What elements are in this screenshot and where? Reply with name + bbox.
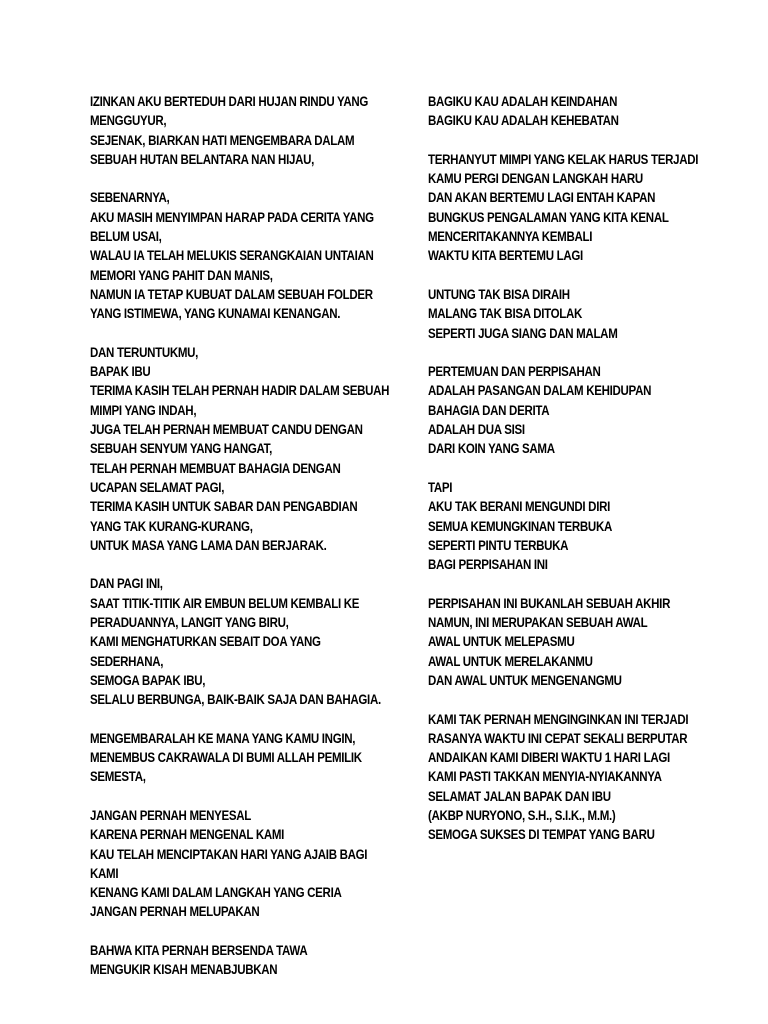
poem-line: TERIMA KASIH TELAH PERNAH HADIR DALAM SEBUAH <box>90 383 390 399</box>
poem-stanza <box>90 729 421 787</box>
poem-stanza <box>90 941 421 980</box>
poem-line: DAN AKAN BERTEMU LAGI ENTAH KAPAN <box>428 190 656 206</box>
poem-line: NAMUN IA TETAP KUBUAT DALAM SEBUAH FOLDER <box>90 286 373 302</box>
poem-line: AKU TAK BERANI MENGUNDI DIRI <box>428 499 611 515</box>
poem-line: BAGIKU KAU ADALAH KEHEBATAN <box>428 113 619 129</box>
poem-line: TERHANYUT MIMPI YANG KELAK HARUS TERJADI <box>428 151 699 167</box>
poem-line: BAHWA KITA PERNAH BERSENDA TAWA <box>90 943 308 959</box>
poem-stanza <box>428 362 725 458</box>
poem-line: MENGUKIR KISAH MENABJUBKAN <box>90 962 278 978</box>
poem-line: RASANYA WAKTU INI CEPAT SEKALI BERPUTAR <box>428 730 688 746</box>
poem-line: TELAH PERNAH MEMBUAT BAHAGIA DENGAN <box>90 460 341 476</box>
poem-line: KENANG KAMI DALAM LANGKAH YANG CERIA <box>90 885 342 901</box>
poem-left-column <box>90 92 421 999</box>
poem-line: DAN PAGI INI, <box>90 576 163 592</box>
poem-line: SEPERTI PINTU TERBUKA <box>428 537 569 553</box>
poem-line: SEMOGA BAPAK IBU, <box>90 672 206 688</box>
poem-line: KAU TELAH MENCIPTAKAN HARI YANG AJAIB BAGI <box>90 846 368 862</box>
poem-line: BUNGKUS PENGALAMAN YANG KITA KENAL <box>428 209 669 225</box>
poem-right-column <box>428 92 725 864</box>
poem-line: JANGAN PERNAH MELUPAKAN <box>90 904 260 920</box>
poem-line: MENGEMBARALAH KE MANA YANG KAMU INGIN, <box>90 730 356 746</box>
poem-line: KAMI <box>90 865 119 881</box>
poem-line: BAGI PERPISAHAN INI <box>428 557 548 573</box>
poem-stanza <box>90 92 421 169</box>
poem-line: ADALAH PASANGAN DALAM KEHIDUPAN <box>428 383 652 399</box>
poem-line: DARI KOIN YANG SAMA <box>428 441 555 457</box>
poem-stanza <box>428 92 725 131</box>
poem-line: AKU MASIH MENYIMPAN HARAP PADA CERITA YANG <box>90 209 374 225</box>
poem-line: SEBUAH HUTAN BELANTARA NAN HIJAU, <box>90 151 315 167</box>
poem-line: WAKTU KITA BERTEMU LAGI <box>428 248 583 264</box>
poem-line: BELUM USAI, <box>90 229 162 245</box>
poem-line: MIMPI YANG INDAH, <box>90 402 197 418</box>
poem-line: MALANG TAK BISA DITOLAK <box>428 306 583 322</box>
poem-line: PERPISAHAN INI BUKANLAH SEBUAH AKHIR <box>428 595 671 611</box>
poem-line: KAMU PERGI DENGAN LANGKAH HARU <box>428 171 643 187</box>
poem-line: SEMUA KEMUNGKINAN TERBUKA <box>428 518 612 534</box>
poem-line: YANG ISTIMEWA, YANG KUNAMAI KENANGAN. <box>90 306 341 322</box>
poem-line: UNTUNG TAK BISA DIRAIH <box>428 286 570 302</box>
poem-line: NAMUN, INI MERUPAKAN SEBUAH AWAL <box>428 615 648 631</box>
poem-line: SAAT TITIK-TITIK AIR EMBUN BELUM KEMBALI KE <box>90 595 360 611</box>
poem-line: SEJENAK, BIARKAN HATI MENGEMBARA DALAM <box>90 132 355 148</box>
poem-line: SEBUAH SENYUM YANG HANGAT, <box>90 441 273 457</box>
poem-line: MENCERITAKANNYA KEMBALI <box>428 229 593 245</box>
poem-stanza <box>428 594 725 690</box>
poem-line: ADALAH DUA SISI <box>428 422 525 438</box>
poem-line: DAN TERUNTUKMU, <box>90 344 199 360</box>
poem-line: BAHAGIA DAN DERITA <box>428 402 550 418</box>
poem-line: PERTEMUAN DAN PERPISAHAN <box>428 364 601 380</box>
poem-line: SEBENARNYA, <box>90 190 170 206</box>
poem-line: BAGIKU KAU ADALAH KEINDAHAN <box>428 94 618 109</box>
poem-line: DAN AWAL UNTUK MENGENANGMU <box>428 672 622 688</box>
poem-line: PERADUANNYA, LANGIT YANG BIRU, <box>90 615 289 631</box>
poem-line: MENGGUYUR, <box>90 113 167 129</box>
poem-line: ANDAIKAN KAMI DIBERI WAKTU 1 HARI LAGI <box>428 750 670 766</box>
poem-line: UNTUK MASA YANG LAMA DAN BERJARAK. <box>90 537 327 553</box>
poem-line: (AKBP NURYONO, S.H., S.I.K., M.M.) <box>428 807 616 823</box>
poem-line: KAMI MENGHATURKAN SEBAIT DOA YANG <box>90 634 321 650</box>
poem-stanza <box>90 343 421 555</box>
poem-line: AWAL UNTUK MERELAKANMU <box>428 653 593 669</box>
poem-line: UCAPAN SELAMAT PAGI, <box>90 479 225 495</box>
poem-line: MEMORI YANG PAHIT DAN MANIS, <box>90 267 273 283</box>
poem-line: KAMI PASTI TAKKAN MENYIA-NYIAKANNYA <box>428 769 662 785</box>
poem-stanza <box>428 478 725 574</box>
poem-line: SELAMAT JALAN BAPAK DAN IBU <box>428 788 611 804</box>
poem-stanza <box>90 188 421 323</box>
poem-line: JANGAN PERNAH MENYESAL <box>90 807 252 823</box>
poem-stanza <box>428 150 725 266</box>
poem-line: SELALU BERBUNGA, BAIK-BAIK SAJA DAN BAHAGIA. <box>90 692 381 708</box>
poem-stanza <box>428 710 725 845</box>
poem-stanza <box>90 574 421 709</box>
poem-line: WALAU IA TELAH MELUKIS SERANGKAIAN UNTAIAN <box>90 248 374 264</box>
poem-line: AWAL UNTUK MELEPASMU <box>428 634 575 650</box>
poem-line: KAMI TAK PERNAH MENGINGINKAN INI TERJADI <box>428 711 689 727</box>
poem-line: YANG TAK KURANG-KURANG, <box>90 518 253 534</box>
poem-line: TAPI <box>428 479 453 495</box>
poem-line: IZINKAN AKU BERTEDUH DARI HUJAN RINDU YANG <box>90 94 369 109</box>
poem-line: BAPAK IBU <box>90 364 151 380</box>
poem-stanza <box>90 806 421 922</box>
poem-line: KARENA PERNAH MENGENAL KAMI <box>90 827 285 843</box>
poem-stanza <box>428 285 725 343</box>
poem-line: JUGA TELAH PERNAH MEMBUAT CANDU DENGAN <box>90 422 363 438</box>
poem-line: SEMESTA, <box>90 769 146 785</box>
poem-line: MENEMBUS CAKRAWALA DI BUMI ALLAH PEMILIK <box>90 750 362 766</box>
poem-line: SEMOGA SUKSES DI TEMPAT YANG BARU <box>428 827 655 843</box>
poem-line: SEDERHANA, <box>90 653 164 669</box>
poem-line: TERIMA KASIH UNTUK SABAR DAN PENGABDIAN <box>90 499 358 515</box>
poem-line: SEPERTI JUGA SIANG DAN MALAM <box>428 325 618 341</box>
